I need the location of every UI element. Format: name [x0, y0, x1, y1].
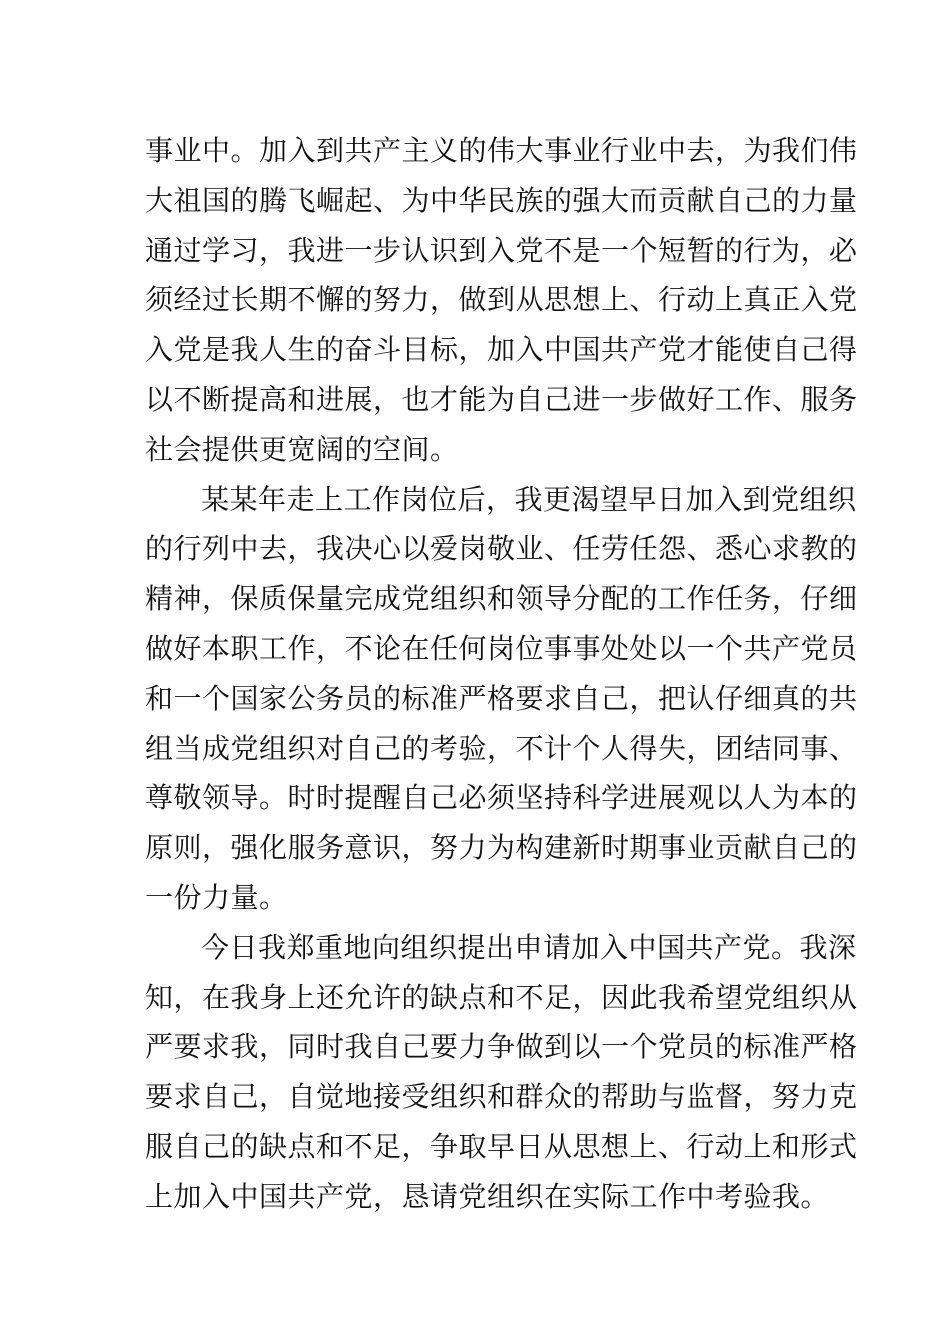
text-line: 以不断提高和进展，也才能为自己进一步做好工作、服务 [145, 382, 858, 416]
text-line: 知，在我身上还允许的缺点和不足，因此我希望党组织从 [145, 980, 858, 1014]
text-line: 上加入中国共产党，恳请党组织在实际工作中考验我。 [145, 1179, 830, 1213]
text-line: 须经过长期不懈的努力，做到从思想上、行动上真正入党 [145, 283, 858, 317]
text-line: 和一个国家公务员的标准严格要求自己，把认仔细真的共 [145, 681, 858, 715]
text-line: 原则，强化服务意识，努力为构建新时期事业贡献自己的 [145, 831, 858, 865]
text-line: 服自己的缺点和不足，争取早日从思想上、行动上和形式 [145, 1129, 858, 1163]
text-line: 事业中。加入到共产主义的伟大事业行业中去，为我们伟 [145, 134, 858, 167]
text-line: 严要求我，同时我自己要力争做到以一个党员的标准严格 [145, 1030, 858, 1064]
paragraph-first-line: 某某年走上工作岗位后，我更渴望早日加入到党组织 [201, 482, 857, 516]
text-line: 社会提供更宽阔的空间。 [145, 432, 459, 466]
text-line: 做好本职工作，不论在任何岗位事事处处以一个共产党员 [145, 631, 858, 665]
paragraph-first-line: 今日我郑重地向组织提出申请加入中国共产党。我深 [201, 930, 857, 964]
text-line: 尊敬领导。时时提醒自己必须坚持科学进展观以人为本的 [145, 781, 858, 815]
text-line: 组当成党组织对自己的考验，不计个人得失，团结同事、 [145, 731, 858, 765]
text-line: 大祖国的腾飞崛起、为中华民族的强大而贡献自己的力量 [145, 183, 858, 217]
text-line: 要求自己，自觉地接受组织和群众的帮助与监督，努力克 [145, 1080, 858, 1114]
text-line: 的行列中去，我决心以爱岗敬业、任劳任怨、悉心求教的 [145, 532, 858, 566]
text-line: 通过学习，我进一步认识到入党不是一个短暂的行为，必 [145, 233, 858, 267]
text-line: 精神，保质保量完成党组织和领导分配的工作任务，仔细 [145, 582, 858, 616]
text-line: 一份力量。 [145, 880, 288, 914]
text-line: 入党是我人生的奋斗目标，加入中国共产党才能使自己得 [145, 333, 858, 367]
document-body [145, 126, 858, 1222]
